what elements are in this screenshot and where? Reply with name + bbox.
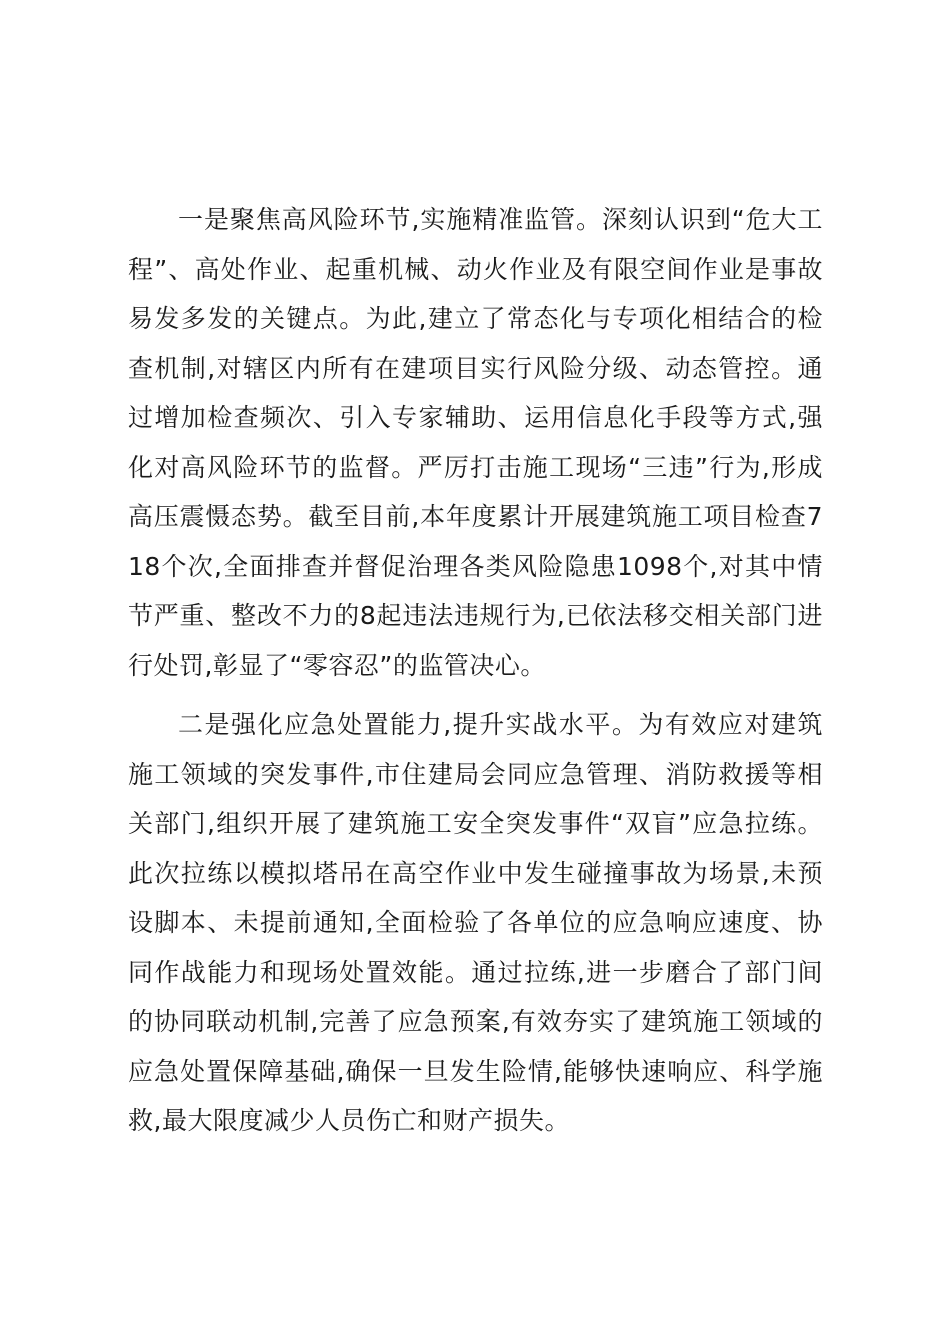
paragraph-risk-supervision: 一是聚焦高风险环节,实施精准监管。深刻认识到“危大工程”、高处作业、起重机械、动火作业及有限空间作业是事故易发多发的关键点。为此,建立了常态化与专项化相结合的检查机制,对辖区内所有在建项目实行风险分级、动态管控。通过增加检查频次、引入专家辅助、运用信息化手段等方式,强化对高风险环节的监督。严厉打击施工现场“三违”行为,形成高压震慑态势。截至目前,本年度累计开展建筑施工项目检查718个次,全面排查并督促治理各类风险隐患1098个,对其中情节严重、整改不力的8起违法违规行为,已依法移交相关部门进行处罚,彰显了“零容忍”的监管决心。 [128, 205, 823, 680]
paragraph-emergency-response: 二是强化应急处置能力,提升实战水平。为有效应对建筑施工领域的突发事件,市住建局会同应急管理、消防救援等相关部门,组织开展了建筑施工安全突发事件“双盲”应急拉练。此次拉练以模拟塔吊在高空作业中发生碰撞事故为场景,未预设脚本、未提前通知,全面检验了各单位的应急响应速度、协同作战能力和现场处置效能。通过拉练,进一步磨合了部门间的协同联动机制,完善了应急预案,有效夯实了建筑施工领域的应急处置保障基础,确保一旦发生险情,能够快速响应、科学施救,最大限度减少人员伤亡和财产损失。 [128, 710, 823, 1135]
document-body [128, 195, 823, 1146]
